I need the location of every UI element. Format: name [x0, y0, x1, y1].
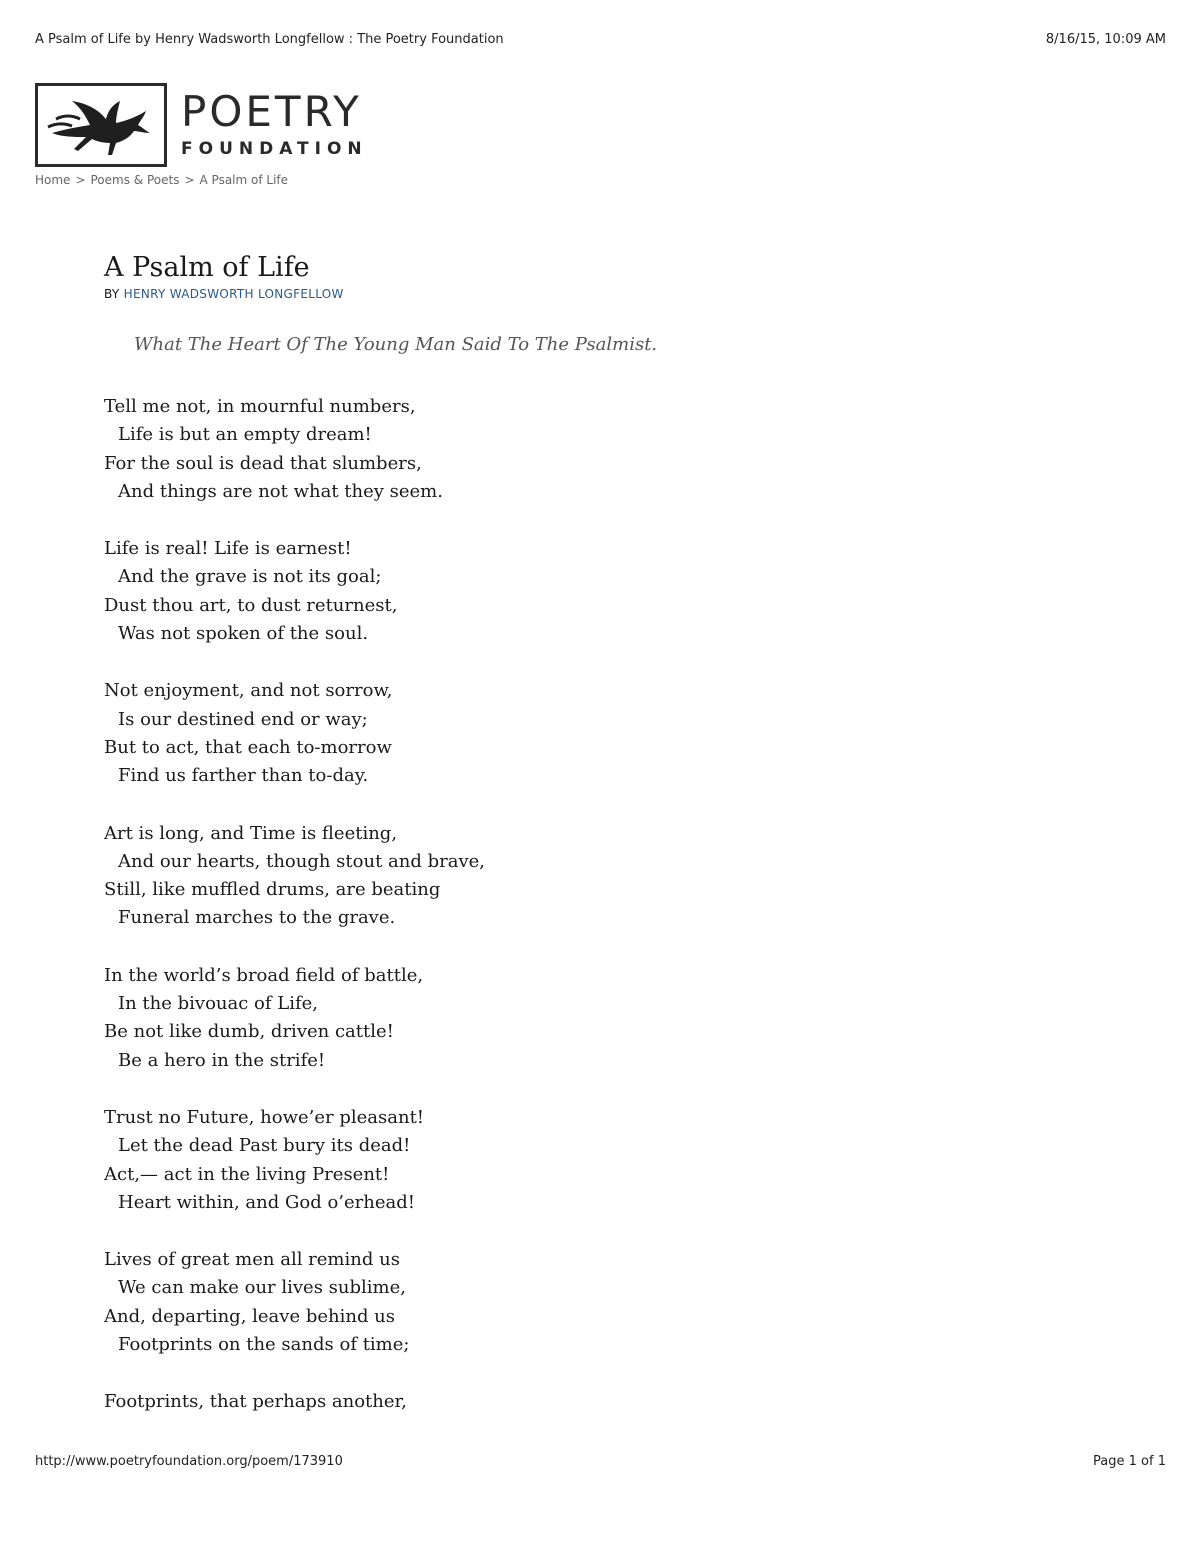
logo-foundation-text: FOUNDATION [181, 139, 368, 159]
logo-wordmark [181, 87, 368, 161]
print-footer [35, 1454, 1166, 1469]
by-label: BY [104, 287, 120, 301]
print-header [35, 32, 1166, 47]
poem-stanza [104, 1246, 804, 1359]
poem-line: And, departing, leave behind us [104, 1305, 396, 1327]
poem-line: And things are not what they seem. [118, 480, 443, 502]
poetry-foundation-logo[interactable] [35, 83, 368, 167]
poem-line: In the bivouac of Life, [118, 993, 319, 1015]
epigraph: What The Heart Of The Young Man Said To The Psalmist. [134, 334, 658, 355]
poem-line: We can make our lives sublime, [118, 1277, 406, 1299]
poem-line: Life is real! Life is earnest! [104, 538, 352, 560]
print-timestamp: 8/16/15, 10:09 AM [1045, 32, 1166, 47]
poem-stanza [104, 393, 804, 506]
byline [104, 287, 804, 301]
breadcrumb-home[interactable]: Home [35, 173, 71, 187]
poem-stanza [104, 820, 804, 933]
poem-line: Trust no Future, howe’er pleasant! [104, 1106, 425, 1128]
poem-line: Life is but an empty dream! [118, 424, 372, 446]
poem-stanza [104, 1104, 804, 1217]
poem-stanza [104, 677, 804, 790]
poem-line: Footprints, that perhaps another, [104, 1391, 407, 1413]
poem-line: Art is long, and Time is fleeting, [104, 822, 398, 844]
poem-line: In the world’s broad field of battle, [104, 964, 424, 986]
breadcrumb-separator: > [75, 173, 86, 187]
poem-line: Still, like muffled drums, are beating [104, 879, 441, 901]
poem-line: Be a hero in the strife! [118, 1049, 326, 1071]
poem-line: Act,— act in the living Present! [104, 1163, 390, 1185]
poem-line: Was not spoken of the soul. [118, 623, 369, 645]
poem-title: A Psalm of Life [104, 252, 310, 283]
poem-line: Let the dead Past bury its dead! [118, 1135, 411, 1157]
poem-line: Footprints on the sands of time; [118, 1334, 410, 1356]
poem-body [104, 393, 804, 1417]
poem-line: Lives of great men all remind us [104, 1249, 400, 1271]
poem-line: And our hearts, though stout and brave, [118, 850, 486, 872]
logo-poetry-text: POETRY [181, 87, 362, 136]
poem-content [104, 250, 804, 1446]
poem-line: Dust thou art, to dust returnest, [104, 594, 398, 616]
print-page-number: Page 1 of 1 [1093, 1454, 1166, 1469]
poem-line: Be not like dumb, driven cattle! [104, 1021, 394, 1043]
poem-line: Heart within, and God o’erhead! [118, 1191, 415, 1213]
poem-stanza [104, 1388, 804, 1416]
breadcrumb [35, 173, 288, 187]
breadcrumb-current: A Psalm of Life [199, 173, 289, 187]
print-page-title: A Psalm of Life by Henry Wadsworth Longfellow : The Poetry Foundation [35, 32, 504, 47]
breadcrumb-separator: > [184, 173, 195, 187]
poem-stanza [104, 962, 804, 1075]
poem-line: For the soul is dead that slumbers, [104, 452, 422, 474]
poem-line: Not enjoyment, and not sorrow, [104, 680, 393, 702]
poem-line: Find us farther than to-day. [118, 765, 369, 787]
poem-stanza [104, 535, 804, 648]
breadcrumb-poems-poets[interactable]: Poems & Poets [90, 173, 180, 187]
poem-line: And the grave is not its goal; [118, 566, 382, 588]
poem-line: Is our destined end or way; [118, 708, 368, 730]
poem-line: Tell me not, in mournful numbers, [104, 396, 416, 417]
pegasus-logo-icon [35, 83, 167, 167]
poem-line: Funeral marches to the grave. [118, 907, 396, 929]
print-url: http://www.poetryfoundation.org/poem/173910 [35, 1454, 343, 1469]
poem-line: But to act, that each to-morrow [104, 736, 392, 758]
author-link[interactable]: HENRY WADSWORTH LONGFELLOW [123, 287, 344, 301]
